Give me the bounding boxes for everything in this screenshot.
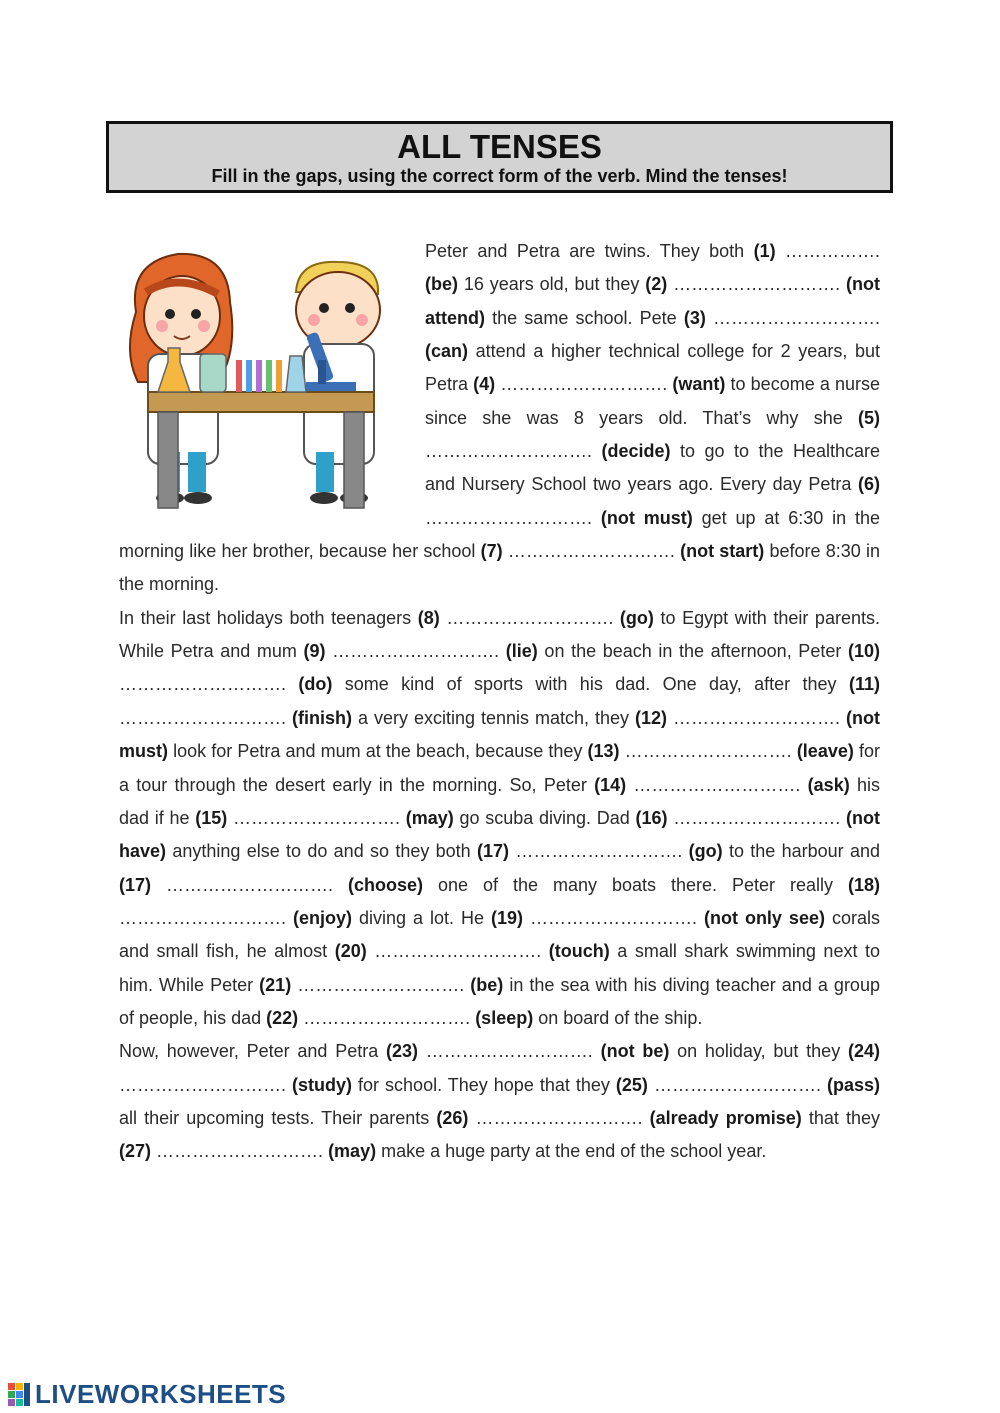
bold-cue: (be) [425,274,458,295]
text-run: a very exciting tennis match, they [352,707,635,728]
bold-cue: (21) [259,974,292,995]
answer-gap[interactable]: ………………………. [507,541,675,562]
text-run: anything else to do and so they both [166,841,477,862]
bold-cue: (study) [292,1074,353,1095]
answer-gap[interactable]: ……………. [784,241,880,261]
exercise-text [119,235,880,1169]
text-run: all their upcoming tests. Their parents [119,1107,437,1128]
text-run: diving a lot. He [352,907,491,928]
text-run [151,875,166,895]
page-title: ALL TENSES [397,128,602,165]
bold-cue: (27) [119,1141,152,1162]
text-run: to go to the Healthcare and Nursery School two years ago. Every day Petra [425,441,880,495]
bold-cue: (1) [753,241,776,261]
bold-cue: (pass) [826,1074,880,1095]
answer-gap[interactable]: ………………………. [425,1041,593,1062]
bold-cue: (go) [688,841,723,862]
bold-cue: (not must) [600,507,693,528]
answer-gap[interactable]: ………………………. [624,741,792,762]
bold-cue: (15) [195,807,228,828]
text-run: the same school. Pete [485,307,684,328]
text-run: Now, however, Peter and Petra [119,1041,386,1062]
text-run: to become a nurse since she was 8 years old. That’s why she [425,374,880,428]
answer-gap[interactable]: ………………………. [119,707,287,728]
answer-gap[interactable]: ………………………. [529,907,697,928]
bold-cue: (25) [615,1074,648,1095]
text-run [499,641,506,661]
answer-gap[interactable]: ………………………. [653,1074,821,1095]
text-run: before 8:30 in the morning. [119,541,880,595]
bold-cue: (go) [619,607,654,628]
text-run: In their last holidays both teenagers [119,607,418,628]
answer-gap[interactable]: ………………………. [712,307,880,328]
text-run [776,241,785,261]
bold-cue: (5) [858,407,880,428]
answer-gap[interactable]: ………………………. [119,907,287,928]
logo-mark-icon [8,1381,32,1407]
bold-cue: (19) [490,907,523,928]
answer-gap[interactable]: ………………………. [303,1007,471,1028]
bold-cue: (14) [594,774,627,795]
answer-gap[interactable]: ………………………. [332,641,500,662]
bold-cue: (20) [334,941,367,962]
bold-cue: (may) [405,807,454,828]
liveworksheets-logo [8,1378,286,1410]
text-run: make a huge party at the end of the school year. [376,1141,767,1162]
bold-cue: (12) [634,707,667,728]
text-run: on the beach in the afternoon, Peter [537,641,848,662]
bold-cue: (choose) [348,874,424,895]
bold-cue: (be) [470,974,504,995]
bold-cue: (not have) [119,807,880,862]
bold-cue: (8) [417,607,440,628]
answer-gap[interactable]: ………………………. [297,974,465,995]
bold-cue: (can) [425,341,469,362]
text-run: for school. They hope that they [352,1074,616,1095]
text-run: one of the many boats there. Peter really [423,874,848,895]
answer-gap[interactable]: ………………………. [672,707,840,728]
text-run [642,1108,649,1128]
answer-gap[interactable]: ………………………. [673,274,841,295]
answer-gap[interactable]: ………………………. [673,807,841,828]
bold-cue: (4) [473,374,496,395]
bold-cue: (17) [477,841,510,862]
bold-cue: (not start) [680,541,765,562]
answer-gap[interactable]: ………………………. [232,807,400,828]
text-run [697,908,704,928]
bold-cue: (2) [645,274,668,295]
bold-cue: (11) [848,674,880,695]
text-run: for a tour through the desert early in the morning. So, Peter [119,741,880,795]
text-run [800,775,807,795]
logo-text: LIVEWORKSHEETS [35,1378,287,1409]
text-run [593,1041,601,1061]
answer-gap[interactable]: ………………………. [374,941,542,962]
text-run [418,1041,426,1061]
bold-cue: (touch) [548,941,610,962]
bold-cue: (lie) [505,641,538,662]
answer-gap[interactable]: ………………………. [475,1107,643,1128]
text-run: in the sea with his diving teacher and a group of people, his dad [119,974,880,1028]
bold-cue: (not be) [600,1041,670,1062]
text-run [286,908,293,928]
bold-cue: (7) [480,541,503,562]
answer-gap[interactable]: ………………………. [425,507,593,528]
answer-gap[interactable]: ………………………. [119,1074,287,1095]
answer-gap[interactable]: ………………………. [633,774,801,795]
answer-gap[interactable]: ………………………. [119,674,287,695]
bold-cue: (do) [298,674,333,695]
paragraph [119,602,880,1035]
paragraph [119,1035,880,1168]
text-run [286,674,298,694]
bold-cue: (ask) [807,774,850,795]
text-run: attend a higher technical college for 2 years, but Petra [425,341,880,395]
bold-cue: (not must) [119,707,880,762]
bold-cue: (3) [683,307,706,328]
text-run: on holiday, but they [669,1041,848,1062]
bold-cue: (10) [847,641,880,662]
bold-cue: (already promise) [649,1107,802,1128]
text-run [592,508,601,528]
bold-cue: (not attend) [425,274,880,328]
bold-cue: (sleep) [475,1007,534,1028]
answer-gap[interactable]: ………………………. [156,1141,324,1162]
title-banner [106,121,893,193]
text-run: 16 years old, but they [458,274,646,295]
bold-cue: (24) [847,1041,880,1062]
text-run: Peter and Petra are twins. They both [425,241,754,261]
text-run: go scuba diving. Dad [453,807,636,828]
instructions: Fill in the gaps, using the correct form of the verb. Mind the tenses! [211,166,788,186]
text-run: get up at 6:30 in the morning like her brother, because her school [119,507,880,562]
bold-cue: (16) [635,807,668,828]
bold-cue: (not only see) [703,907,825,928]
text-run [706,308,713,328]
bold-cue: (enjoy) [293,907,353,928]
bold-cue: (26) [436,1107,469,1128]
text-run: on board of the ship. [533,1007,703,1028]
text-run [613,608,620,628]
text-run: his dad if he [119,774,880,828]
image-float-spacer [119,235,425,503]
bold-cue: (22) [266,1007,299,1028]
answer-gap[interactable]: ………………………. [166,874,334,895]
text-run: to the harbour and [722,841,880,862]
text-run: that they [801,1107,880,1128]
text-run [523,908,530,928]
text-run: to Egypt with their parents. While Petra and mum [119,607,880,662]
bold-cue: (want) [672,374,726,395]
bold-cue: (23) [386,1041,419,1062]
text-run: corals and small fish, he almost [119,907,880,962]
answer-gap[interactable]: ………………………. [500,374,668,395]
bold-cue: (18) [847,874,880,895]
bold-cue: (decide) [601,441,671,462]
bold-cue: (may) [328,1141,377,1162]
answer-gap[interactable]: ………………………. [515,841,683,862]
text-run: some kind of sports with his dad. One day, after they [332,674,849,695]
bold-cue: (9) [303,641,326,662]
bold-cue: (6) [858,474,880,495]
text-run [541,941,549,961]
bold-cue: (17) [119,874,152,895]
answer-gap[interactable]: ………………………. [425,441,593,462]
text-run: look for Petra and mum at the beach, because they [168,741,588,762]
text-run: a small shark swimming next to him. While Peter [119,941,880,995]
bold-cue: (leave) [796,741,854,762]
bold-cue: (finish) [292,707,352,728]
text-run [333,875,348,895]
answer-gap[interactable]: ………………………. [446,607,614,628]
bold-cue: (13) [587,741,620,762]
text-run [592,441,601,461]
